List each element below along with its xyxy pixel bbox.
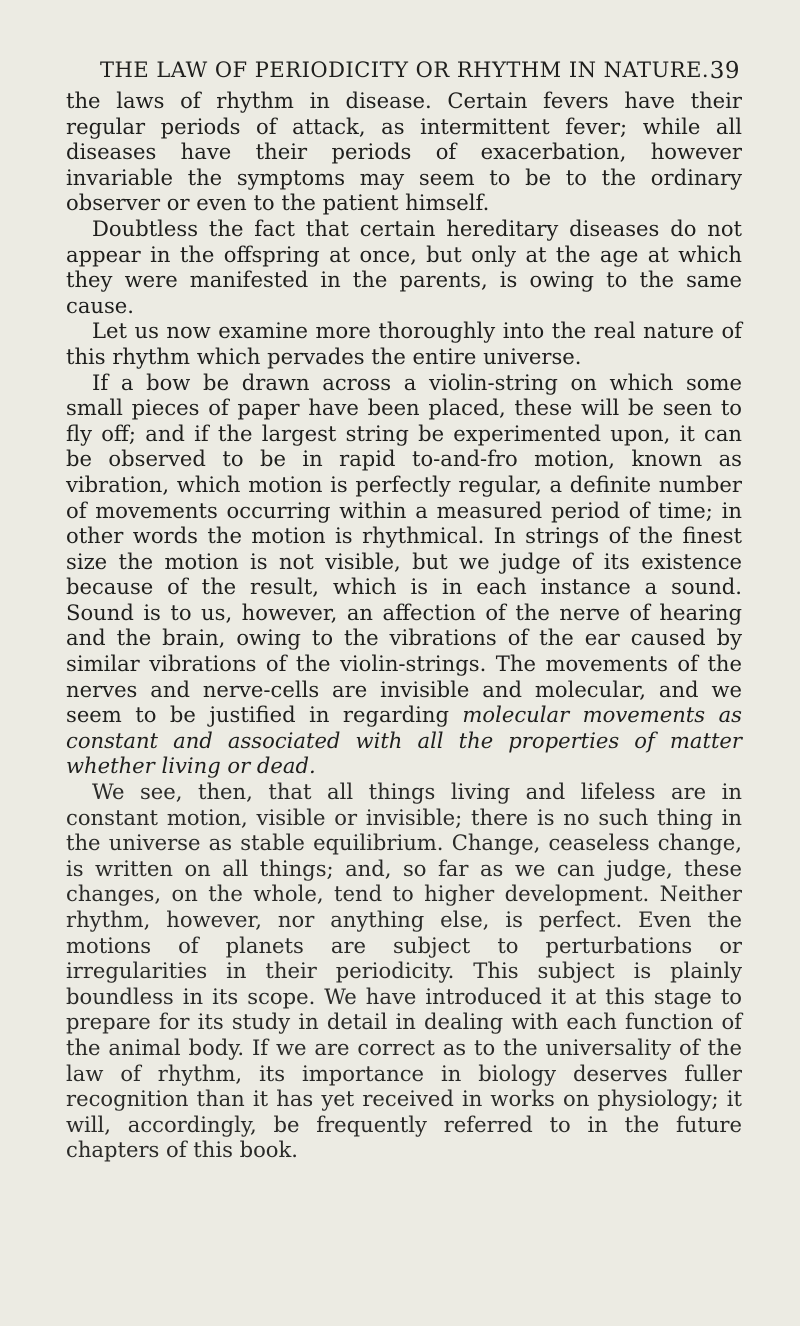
paragraph-3: Let us now examine more thoroughly into the real nature of this rhythm which pervades the entire universe. — [66, 318, 742, 369]
paragraph-1: the laws of rhythm in disease. Certain fevers have their regular periods of attack, as intermittent fever; while all diseases have their periods of exacerbation, however invariable the symptoms may seem to be to the ordinary observer or even to the patient himself. — [66, 88, 742, 216]
paragraph-2: Doubtless the fact that certain hereditary diseases do not appear in the offspring at once, but only at the age at which they were manifested in the parents, is owing to the same cause. — [66, 215, 742, 318]
body-text — [66, 88, 742, 1163]
paragraph-4 — [66, 370, 742, 780]
page-header — [100, 58, 740, 88]
paragraph-4-italic: molecular movements as constant and associated with all the properties of matter whether living or dead. — [66, 702, 742, 779]
page-number: 39 — [709, 58, 740, 84]
paragraph-4-text: If a bow be drawn across a violin-string on which some small pieces of paper have been placed, these will be seen to fly off; and if the largest string be experimented upon, it can be observed to be in rapid to-and-fro motion, known as vibration, which motion is perfectly regular, a definite number of movements occurring within a measured period of time; in other words the motion is rhythmical. In strings of the finest size the motion is not visible, but we judge of its existence because of the result, which is in each instance a sound. Sound is to us, however, an affection of the nerve of hearing and the brain, owing to the vibrations of the ear caused by similar vibrations of the violin-strings. The movements of the nerves and nerve-cells are invisible and molecular, and we seem to be justified in regarding — [66, 369, 742, 728]
running-title: THE LAW OF PERIODICITY OR RHYTHM IN NATURE. — [100, 58, 710, 82]
paragraph-5: We see, then, that all things living and lifeless are in constant motion, visible or invisible; there is no such thing in the universe as stable equilibrium. Change, ceaseless change, is written on all things; and, so far as we can judge, these changes, on the whole, tend to higher development. Neither rhythm, however, nor anything else, is perfect. Even the motions of planets are subject to perturbations or irregularities in their periodicity. This subject is plainly boundless in its scope. We have introduced it at this stage to prepare for its study in detail in dealing with each function of the animal body. If we are correct as to the universality of the law of rhythm, its importance in biology deserves fuller recognition than it has yet received in works on physiology; it will, accordingly, be frequently referred to in the future chapters of this book. — [66, 779, 742, 1163]
